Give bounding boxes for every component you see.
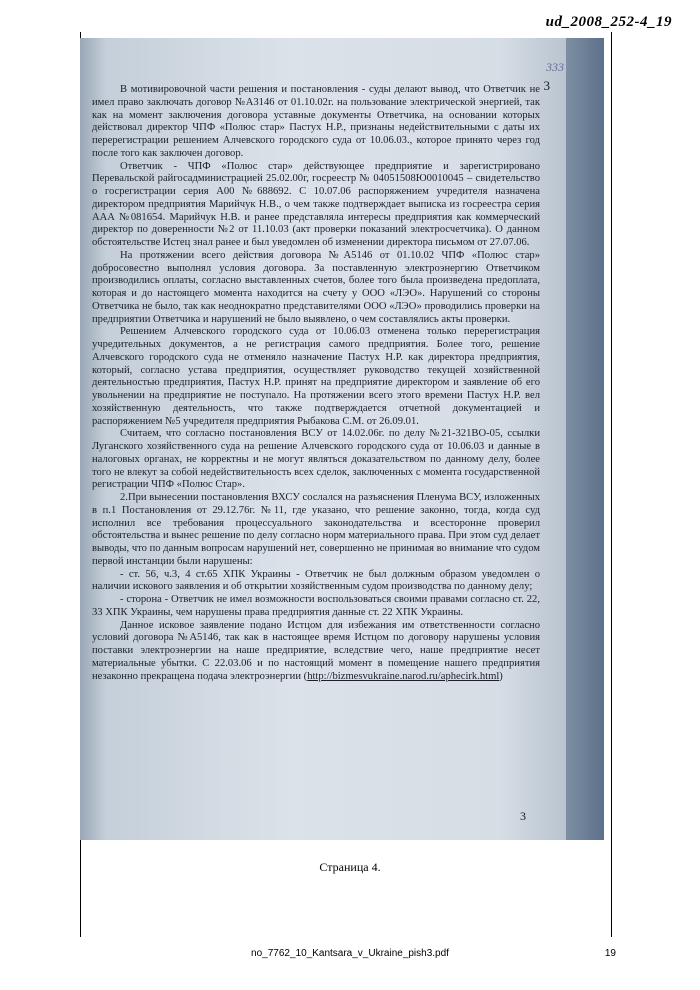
paragraph-7: - ст. 56, ч.3, 4 ст.65 ХПК Украины - Ответчик не был должным образом уведомлен о наличии искового заявления и об открытии хозяйственным судом производства по данному делу;: [92, 568, 540, 593]
right-margin-line: [611, 32, 612, 937]
paragraph-9: [92, 620, 540, 684]
paragraph-3: На протяжении всего действия договора №А5146 от 01.10.02 ЧПФ «Полюс стар» добросовестно выполнял условия договора. За поставленную электроэнергию Ответчиком производились оплаты, согласно выставленных счетов, более того была произведена предоплата, которая и до настоящего момента находится на счету у ООО «ЛЭО». Нарушений со стороны Ответчика не было, так как неоднократно представителями ООО «ЛЭО» проводились проверки на предприятии Ответчика и нарушений не было выявлено, о чем составлялись акты проверки.: [92, 249, 540, 325]
paragraph-9-tail: ): [499, 670, 503, 682]
paragraph-8: - сторона - Ответчик не имел возможности воспользоваться своими правами согласно ст. 22, 33 ХПК Украины, чем нарушены права предприятия данные ст. 22 ХПК Украины.: [92, 594, 540, 618]
website-link[interactable]: http://bizmesvukraine.narod.ru/aphecirk.html: [307, 670, 500, 682]
paragraph-1: В мотивировочной части решения и постановления - суды делают вывод, что Ответчик не имел право заключать договор №А3146 от 01.10.02г. на пользование электрической энергией, так как на момент заключения договора уставные документы Ответчика, на основании которых действовал директор ЧПФ «Полюс стар» Пастух Н.Р., признаны недействительными с даты их перерегистрации решением Алчевского городского суда от 10.06.03., которое принято через год после того как заключен договор.: [92, 84, 540, 159]
paragraph-5: Считаем, что согласно постановления ВСУ от 14.02.06г. по делу №21-321ВО-05, ссылки Луганского хозяйственного суда на решение Алчевского городского суда от 10.06.03 и данные в налоговых органах, не корректны и не могут являться доказательством по данному делу, более того не влекут за собой недействительность всех сделок, заключенных с момента государственной регистрации ЧПФ «Полюс Стар».: [92, 428, 540, 491]
scan-page-number: 3: [543, 78, 550, 93]
paragraph-4: Решением Алчевского городского суда от 10.06.03 отменена только перерегистрация учредительных документов, а не регистрация самого предприятия. Более того, решение Алчевского городского суда не отменяло назначение Пастух Н.Р. как директора предприятия, который, согласно устава предприятия, осуществляет руководство текущей хозяйственной деятельностью предприятия, Пастух Н.Р. принят на предприятие директором и заявление об его увольнении на предприятие не поступало. На протяжении всего этого времени Пастух Н.Р. вел хозяйственную деятельность, что также подтверждается отчетной документацией и распоряжением №5 учредителя предприятия Рыбакова С.М. от 26.09.01.: [92, 326, 540, 427]
scanned-page: [80, 38, 604, 840]
footer-filename: no_7762_10_Kantsara_v_Ukraine_pish3.pdf: [251, 948, 449, 959]
footer-page-number: 19: [604, 948, 616, 959]
paragraph-9-text: Данное исковое заявление подано Истцом для избежания им ответственности согласно условий договора №А5146, так как в настоящее время Истцом по договору нарушены условия поставки электроэнергии на наше предприятие, вследствие чего, наше предприятие несет материальные убытки. С 22.03.06 и по настоящий момент в помещение нашего предприятия незаконно прекращена подача электроэнергии (: [92, 619, 540, 682]
paragraph-6: 2.При вынесении постановления ВХСУ сослался на разъяснения Пленума ВСУ, изложенных в п.1 Постановления от 29.12.76г. №11, где указано, что решение законно, тогда, когда суд исполнил все требования процессуального законодательства и всесторонне проверил обстоятельства и вынес решение по делу согласно норм материального права. При этом суд делает выводы, что по данным вопросам нарушений нет, совершенно не принимая во внимание что судом первой инстанции были нарушены:: [92, 492, 540, 567]
handwritten-mark: 333: [546, 60, 564, 74]
binding-spine: [566, 38, 604, 840]
document-stamp: ud_2008_252-4_19: [545, 14, 672, 30]
scan-body-text: [92, 84, 540, 683]
scan-bottom-page-number: 3: [520, 809, 526, 823]
page-caption: Страница 4.: [319, 860, 381, 874]
paragraph-2: Ответчик - ЧПФ «Полюс стар» действующее предприятие и зарегистрировано Перевальской райгосадминистрацией 25.02.00г, госреестр № 04051508Ю0010045 – свидетельство о госрегистрации серия А00 №688692. С 10.07.06 распоряжением учредителя назначена директором предприятия Марийчук Н.В., о чем также подтверждает выписка из госреестра серия ААА №081654. Марийчук Н.В. и ранее представляла интересы предприятия как коммерческий директор по доверенности №2 от 11.10.03 (акт проверки показаний электросчетчика). О данном обстоятельстве Истец знал ранее и был уведомлен об изменении директора письмом от 27.07.06.: [92, 160, 540, 248]
